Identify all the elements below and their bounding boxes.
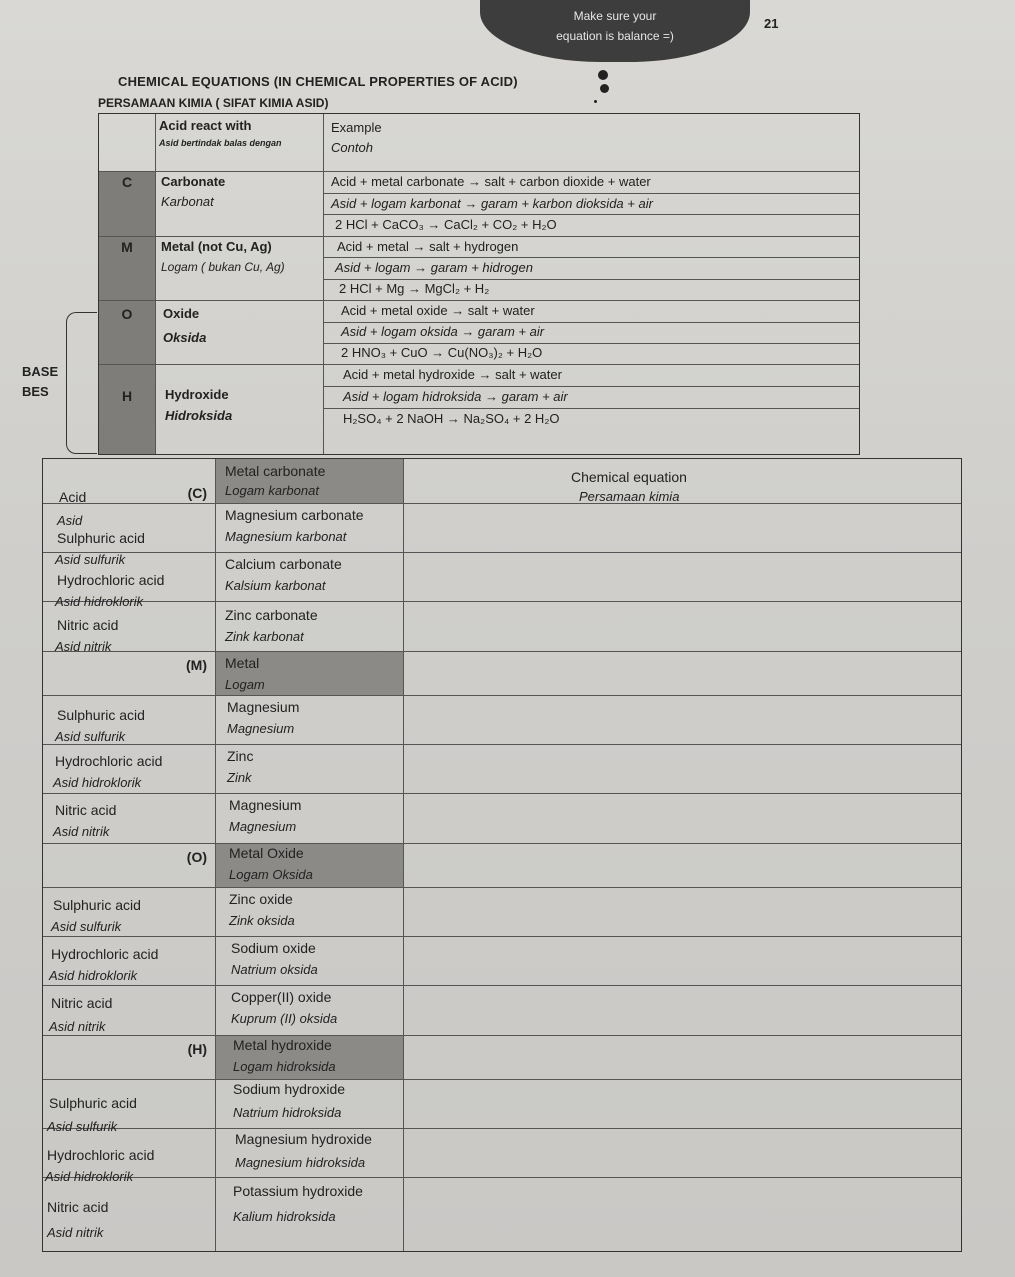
substance-name: Magnesium — [227, 699, 300, 715]
substance-name: Potassium hydroxide — [233, 1183, 363, 1199]
decor-dot — [598, 70, 608, 80]
summary-table — [98, 113, 860, 455]
acid-name: Hydrochloric acid — [57, 572, 165, 588]
acid-name-ms: Asid sulfurik — [55, 552, 126, 567]
chemical-equation: 2 HCl + CaCO₃ → CaCl₂ + CO₂ + H₂O — [335, 217, 557, 232]
substance-name: Copper(II) oxide — [231, 989, 332, 1005]
worksheet-table — [42, 458, 962, 1252]
note-text — [500, 6, 730, 46]
chemical-equation: H₂SO₄ + 2 NaOH → Na₂SO₄ + 2 H₂O — [343, 411, 560, 426]
group-code-h: (H) — [187, 1041, 207, 1057]
word-equation-ms: Asid + logam karbonat → garam + karbon dioksida + air — [331, 196, 653, 211]
word-equation-ms: Asid + logam oksida → garam + air — [341, 324, 545, 339]
acid-name: Sulphuric acid — [49, 1095, 137, 1111]
row-name-metal: Metal (not Cu, Ag) — [161, 239, 272, 254]
group-name-h: Metal hydroxide — [233, 1037, 332, 1053]
decor-dot — [600, 84, 609, 93]
page-number: 21 — [764, 16, 779, 31]
substance-name-ms: Kuprum (II) oksida — [231, 1011, 338, 1026]
acid-name: Nitric acid — [51, 995, 113, 1011]
header-equation: Chemical equation — [571, 469, 687, 485]
word-equation-ms: Asid + logam hidroksida → garam + air — [343, 389, 568, 404]
row-letter-h: H — [121, 388, 133, 404]
substance-name-ms: Magnesium — [229, 819, 297, 834]
acid-name-ms: Asid nitrik — [55, 639, 112, 654]
acid-name: Nitric acid — [57, 617, 119, 633]
word-equation-en: Acid + metal oxide → salt + water — [341, 303, 535, 318]
word-equation-ms: Asid + logam → garam + hidrogen — [335, 260, 533, 275]
base-label — [22, 362, 58, 402]
group-name-m-ms: Logam — [225, 677, 265, 692]
header-example: Example — [331, 120, 382, 135]
substance-name-ms: Magnesium — [227, 721, 295, 736]
header-acid-ms: Asid — [57, 513, 83, 528]
substance-name-ms: Magnesium hidroksida — [235, 1155, 366, 1170]
group-code-c: (C) — [187, 485, 207, 501]
group-name-m: Metal — [225, 655, 260, 671]
acid-name-ms: Asid hidroklorik — [55, 594, 144, 609]
acid-name-ms: Asid hidroklorik — [53, 775, 142, 790]
substance-name: Magnesium — [229, 797, 302, 813]
group-name-h-ms: Logam hidroksida — [233, 1059, 336, 1074]
substance-name-ms: Kalium hidroksida — [233, 1209, 336, 1224]
group-code-m: (M) — [186, 657, 207, 673]
word-equation-en: Acid + metal hydroxide → salt + water — [343, 367, 562, 382]
header-acid-react-ms: Asid bertindak balas dengan — [159, 138, 282, 148]
acid-name-ms: Asid nitrik — [47, 1225, 104, 1240]
substance-name: Magnesium hydroxide — [235, 1131, 372, 1147]
group-name-c: Metal carbonate — [225, 463, 326, 479]
substance-name: Zinc oxide — [229, 891, 293, 907]
substance-name: Calcium carbonate — [225, 556, 342, 572]
chemical-equation: 2 HCl + Mg → MgCl₂ + H₂ — [339, 281, 490, 296]
word-equation-en: Acid + metal carbonate → salt + carbon dioxide + water — [331, 174, 651, 189]
row-name-hydroxide: Hydroxide — [165, 387, 229, 402]
chemical-equation: 2 HNO₃ + CuO → Cu(NO₃)₂ + H₂O — [341, 345, 543, 360]
acid-name: Sulphuric acid — [53, 897, 141, 913]
page-subtitle: PERSAMAAN KIMIA ( SIFAT KIMIA ASID) — [98, 96, 329, 110]
base-bracket — [66, 312, 97, 454]
group-name-o: Metal Oxide — [229, 845, 304, 861]
acid-name-ms: Asid hidroklorik — [45, 1169, 134, 1184]
page-title: CHEMICAL EQUATIONS (IN CHEMICAL PROPERTIES OF ACID) — [118, 74, 518, 89]
row-name-oxide: Oxide — [163, 306, 200, 321]
substance-name-ms: Zink oksida — [229, 913, 295, 928]
row-name-carbonate: Carbonate — [161, 174, 226, 189]
base-label-ms: BES — [22, 384, 49, 399]
acid-name-ms: Asid nitrik — [53, 824, 110, 839]
row-name-hydroxide-ms: Hidroksida — [165, 408, 233, 423]
row-letter-o: O — [121, 306, 133, 322]
header-equation-ms: Persamaan kimia — [579, 489, 680, 504]
acid-name: Hydrochloric acid — [51, 946, 159, 962]
substance-name-ms: Kalsium karbonat — [225, 578, 326, 593]
substance-name-ms: Magnesium karbonat — [225, 529, 347, 544]
header-acid-react: Acid react with — [159, 118, 252, 133]
acid-name: Nitric acid — [47, 1199, 109, 1215]
substance-name-ms: Zink — [227, 770, 252, 785]
substance-name-ms: Natrium oksida — [231, 962, 318, 977]
substance-name: Sodium hydroxide — [233, 1081, 346, 1097]
substance-name: Sodium oxide — [231, 940, 316, 956]
word-equation-en: Acid + metal → salt + hydrogen — [337, 239, 519, 254]
group-name-c-ms: Logam karbonat — [225, 483, 319, 498]
note-line-1: Make sure your — [573, 9, 657, 23]
acid-name: Sulphuric acid — [57, 707, 145, 723]
acid-name: Hydrochloric acid — [47, 1147, 155, 1163]
group-code-o: (O) — [186, 849, 207, 865]
acid-name: Hydrochloric acid — [55, 753, 163, 769]
group-name-o-ms: Logam Oksida — [229, 867, 313, 882]
substance-name: Magnesium carbonate — [225, 507, 364, 523]
acid-name-ms: Asid sulfurik — [55, 729, 126, 744]
decor-dot — [594, 100, 597, 103]
acid-name-ms: Asid sulfurik — [47, 1119, 118, 1134]
acid-name: Nitric acid — [55, 802, 117, 818]
header-example-ms: Contoh — [331, 140, 373, 155]
substance-name-ms: Zink karbonat — [225, 629, 304, 644]
row-name-carbonate-ms: Karbonat — [161, 194, 214, 209]
row-letter-c: C — [121, 174, 133, 190]
note-line-2: equation is balance =) — [556, 29, 674, 43]
base-label-en: BASE — [22, 364, 59, 379]
acid-name-ms: Asid nitrik — [49, 1019, 106, 1034]
row-name-oxide-ms: Oksida — [163, 330, 207, 345]
substance-name: Zinc — [227, 748, 254, 764]
row-letter-m: M — [121, 239, 133, 255]
header-acid: Acid — [59, 489, 87, 505]
substance-name-ms: Natrium hidroksida — [233, 1105, 342, 1120]
substance-name: Zinc carbonate — [225, 607, 318, 623]
acid-name: Sulphuric acid — [57, 530, 145, 546]
acid-name-ms: Asid sulfurik — [51, 919, 122, 934]
acid-name-ms: Asid hidroklorik — [49, 968, 138, 983]
row-name-metal-ms: Logam ( bukan Cu, Ag) — [161, 260, 285, 274]
